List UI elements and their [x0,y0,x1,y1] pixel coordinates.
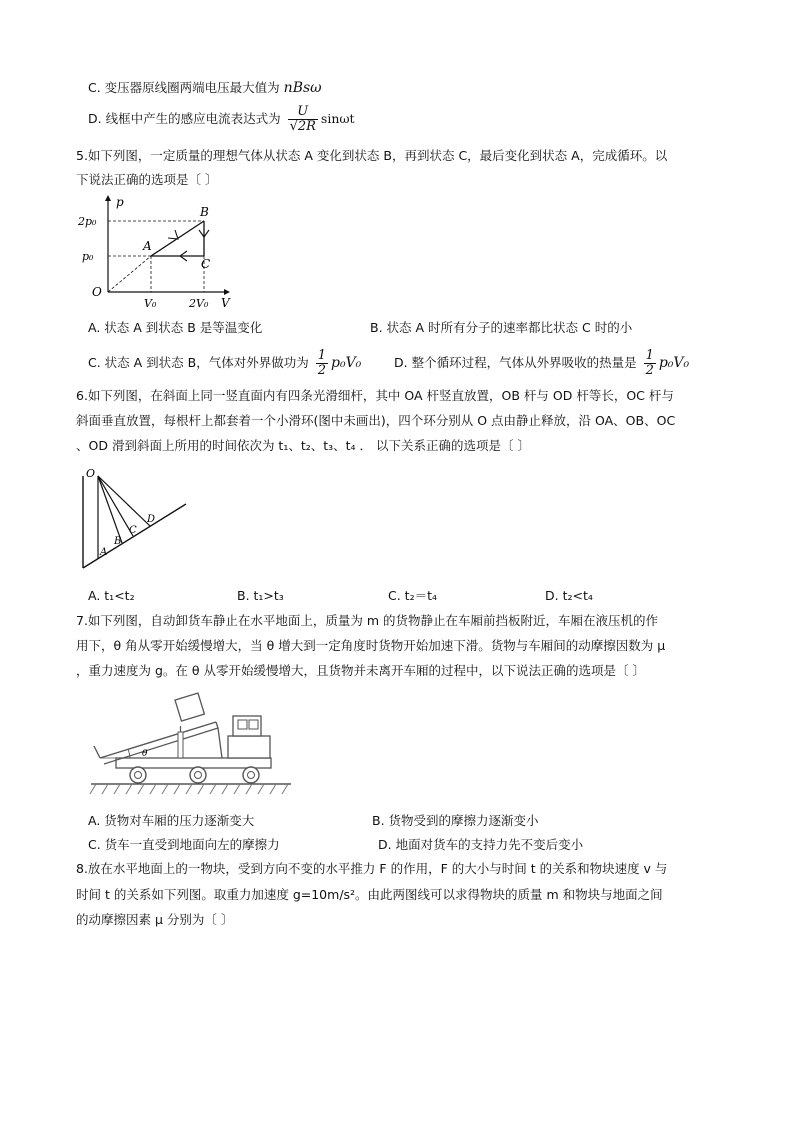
q5-option-d: D. 整个循环过程，气体从外界吸收的热量是 $\frac{1}{2}$ p₀V₀ [394,348,690,378]
q4-option-c: C. 变压器原线圈两端电压最大值为 nBsω [88,80,322,96]
q6-stem-line2: 斜面垂直放置，每根杆上都套着一个小滑环(图中未画出)，四个环分别从 O 点由静止释放，沿 OA、OB、OC [76,413,676,428]
q6-option-b: B. t₁>t₃ [237,588,284,603]
q5-pv-diagram [76,192,246,312]
q5-point-b: B [200,205,209,219]
q5-tick-p0: p₀ [82,250,94,263]
q4-option-d-fraction: $\frac{U}{√2R}$ [289,104,316,134]
q6-stem-line3: 、OD 滑到斜面上所用的时间依次为 t₁、t₂、t₃、t₄ ． 以下关系正确的选项是〔 〕 [76,438,530,453]
q6-label-b: B [114,536,122,547]
q6-rod-ob [98,476,122,543]
q5-point-c: C [201,257,211,271]
q7-option-c: C. 货车一直受到地面向左的摩擦力 [88,837,280,852]
q6-label-d: D [147,514,156,525]
q7-dump-truck-diagram [86,686,296,801]
q6-option-d: D. t₂<t₄ [545,588,593,603]
q5-origin-label: O [92,285,102,299]
q7-option-b: B. 货物受到的摩擦力逐渐变小 [372,813,539,828]
q7-stem-line2: 用下，θ 角从零开始缓慢增大，当 θ 增大到一定角度时货物开始加速下滑。货物与车厢间的动摩擦因数为 μ [76,638,666,653]
q8-stem-line2: 时间 t 的关系如下列图。取重力加速度 g=10m/s²。由此两图线可以求得物块的质量 m 和物块与地面之间 [76,887,663,902]
q8-stem-line3: 的动摩擦因素 μ 分别为〔 〕 [76,912,234,927]
q6-label-c: C [129,525,137,536]
q5-stem-line2: 下说法正确的选项是〔 〕 [76,172,218,187]
q7-theta-label: θ [142,749,148,759]
q6-rod-oc [98,476,133,536]
q7-option-a: A. 货物对车厢的压力逐渐变大 [88,813,255,828]
q5-option-a: A. 状态 A 到状态 B 是等温变化 [88,320,263,335]
q6-rod-od [98,476,150,526]
q6-option-c: C. t₂＝t₄ [388,588,437,603]
q6-label-a: A [100,547,108,558]
q8-stem-line1: 8.放在水平地面上的一物块，受到方向不变的水平推力 F 的作用，F 的大小与时间 t 的关系和物块速度 v 与 [76,861,668,876]
q5-tick-2p0: 2p₀ [78,215,97,228]
q6-label-o: O [86,467,96,480]
q5-tick-v0: V₀ [144,297,157,310]
q7-stem-line3: ，重力速度为 g。在 θ 从零开始缓慢增大，且货物并未离开车厢的过程中，以下说法正确的选项是〔 〕 [76,663,645,678]
q6-incline-diagram [80,462,190,572]
q4-option-c-expr: nBsω [283,80,322,96]
q7-stem-line1: 7.如下列图，自动卸货车静止在水平地面上，质量为 m 的货物静止在车厢前挡板附近，车厢在液压机的作 [76,613,659,628]
q5-point-a: A [143,239,152,253]
q6-option-a: A. t₁<t₂ [88,588,135,603]
q5-stem-line1: 5.如下列图，一定质量的理想气体从状态 A 变化到状态 B，再到状态 C，最后变化到状态 A，完成循环。以 [76,148,668,163]
q7-option-d: D. 地面对货车的支持力先不变后变小 [378,837,584,852]
q5-tick-2v0: 2V₀ [189,297,209,310]
q5-option-b: B. 状态 A 时所有分子的速率都比状态 C 时的小 [370,320,633,335]
q6-stem-line1: 6.如下列图，在斜面上同一竖直面内有四条光滑细杆，其中 OA 杆竖直放置，OB 杆与 OD 杆等长，OC 杆与 [76,388,674,403]
q5-option-c: C. 状态 A 到状态 B，气体对外界做功为 $\frac{1}{2}$ p₀V₀ [88,348,362,378]
q5-v-axis-label: V [221,296,230,310]
q5-p-axis-label: p [116,195,124,209]
q4-option-d: D. 线框中产生的感应电流表达式为 $\frac{U}{√2R}$ sinωt [88,104,355,134]
